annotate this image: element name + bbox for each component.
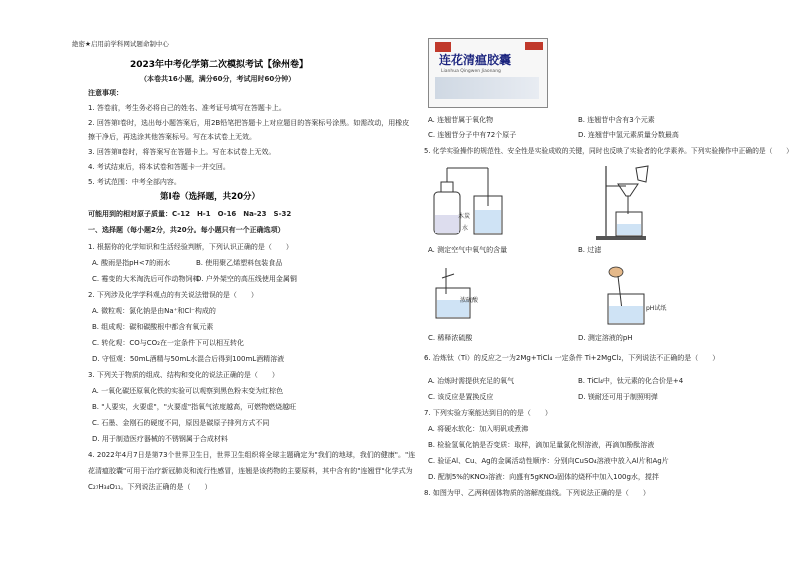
secret-label: 絶密★启用前学科网试题命制中心 [72,40,169,48]
note-item: 3. 回答第Ⅱ卷时，将答案写在答题卡上。写在本试卷上无效。 [88,148,276,156]
label-acid: 浓硫酸 [460,297,479,304]
option: A. 将硬水软化：加入明矾或煮沸 [428,425,529,433]
option: D. 连翘苷中氢元素质量分数最高 [578,131,679,139]
badge-icon [525,42,543,50]
note-item: 2. 回答第Ⅰ卷时，选出每小题答案后，用2B铅笔把答题卡上对应题目的答案标号涂黑。如需改动，用橡皮 [88,119,410,127]
option: C. 验证Al、Cu、Ag的金属活动性顺序：分别向CuSO₄溶液中放入Al片和Ag片 [428,457,669,465]
exam-title: 2023年中考化学第二次模拟考试【徐州卷】 [130,60,309,70]
option: B. "人要实，火要虚"，"火要虚"指氧气浓度越高，可燃物燃烧越旺 [92,403,297,411]
exam-subtitle: （本卷共16小题，满分60分，考试用时60分钟） [140,75,296,83]
option: B. 检验氢氧化钠是否变质：取样，滴加足量氯化钡溶液，再滴加酚酞溶液 [428,441,655,449]
part1-heading: 第Ⅰ卷（选择题，共20分） [160,192,260,202]
oxygen-apparatus-illustration [430,160,520,240]
note-item: 5. 考试范围：中考全部内容。 [88,178,181,186]
drug-box [428,38,548,108]
option: B. 连翘苷中含有3个元素 [578,116,655,124]
question-4-cont: 花清瘟胶囊"可用于治疗新冠肺炎和流行性感冒，连翘是该药物的主要原料，其中含有的"连翘苷"化学式为 [88,467,413,475]
option: C. 稀释浓硫酸 [428,334,473,342]
drug-name: 连花清瘟胶囊 [439,53,512,67]
ph-test-illustration [600,264,660,328]
note-item: 擦干净后，再选涂其他答案标号。写在本试卷上无效。 [88,133,256,141]
option: D. 镁耐还可用于制照明弹 [578,393,658,401]
question-8: 8. 如图为甲、乙两种固体物质的溶解度曲线。下列说法正确的是（ ） [424,489,650,497]
question-7: 7. 下列实验方案能达到目的的是（ ） [424,409,552,417]
option: D. 配制5%的KNO₃溶液：向盛有5gKNO₃固体的烧杯中加入100g水，搅拌 [428,473,659,481]
option: A. 连翘苷属于氧化物 [428,116,494,124]
option: C. 转化观：CO与CO₂在一定条件下可以相互转化 [92,339,244,347]
option: D. 用于制造医疗器械的不锈钢属于合成材料 [92,435,228,443]
filtration-illustration [592,162,662,242]
option: C. 连翘苷分子中有72个原子 [428,131,517,139]
option: A. 微粒观：氯化钠是由Na⁺和Cl⁻构成的 [92,307,216,315]
question-3: 3. 下列关于物质的组成、结构和变化的说法正确的是（ ） [88,371,279,379]
option: B. TiCl₄中，钛元素的化合价是+4 [578,377,684,385]
notes-heading: 注意事项： [88,89,123,97]
option: C. 霉变的大米淘洗后可作动物饲料 [92,275,200,283]
label-charcoal: 木炭 [458,213,471,220]
label-ph-paper: pH试纸 [646,305,667,312]
option: B. 组成观：碳和碳酸根中都含有氧元素 [92,323,214,331]
question-6: 6. 冶炼钛（Ti）的反应之一为2Mg+TiCl₄ 一定条件 Ti+2MgCl₂，下列说法不正确的是（ ） [424,354,720,362]
label-water: 水 [462,225,469,232]
drug-stripe [435,77,539,99]
option: D. 守恒观：50mL酒精与50mL水混合后得到100mL酒精溶液 [92,355,285,363]
option: A. 测定空气中氧气的含量 [428,246,508,254]
question-2: 2. 下列涉及化学学科观点的有关说法错误的是（ ） [88,291,258,299]
option: B. 使用聚乙烯塑料包装食品 [196,259,283,267]
note-item: 4. 考试结束后，将本试卷和答题卡一并交回。 [88,163,230,171]
dilution-illustration [432,264,492,324]
option: A. 一氧化碳还原氧化铁的实验可以观察到黑色粉末变为红棕色 [92,387,284,395]
logo-icon [435,42,451,52]
drug-pinyin: Lianhua Qingwen Jiaonang [441,69,501,74]
note-item: 1. 答卷前，考生务必将自己的姓名、准考证号填写在答题卡上。 [88,104,286,112]
question-4-cont: C₂₇H₃₄O₁₁。下列说法正确的是（ ） [88,483,212,491]
question-4: 4. 2022年4月7日是第73个世界卫生日，世界卫生组织将全球主题确定为"我们的地球，我们的健康"。"连 [88,451,416,459]
option: A. 酸雨是指pH<7的雨水 [92,259,171,267]
question-5: 5. 化学实验操作的规范性、安全性是实验成败的关键，同时也反映了实验者的化学素养。下列实验操作中正确的是（ ） [424,147,793,155]
option: A. 冶炼时需提供充足的氧气 [428,377,515,385]
option: D. 测定溶液的pH [578,334,633,342]
question-1: 1. 根据你的化学知识和生活经验判断，下列认识正确的是（ ） [88,243,293,251]
atomic-masses: 可能用到的相对原子质量：C-12 H-1 O-16 Na-23 S-32 [88,210,292,218]
option: B. 过滤 [578,246,602,254]
option: C. 石墨、金刚石的硬度不同，原因是碳原子排列方式不同 [92,419,270,427]
option: C. 该反应是置换反应 [428,393,494,401]
section-heading: 一、选择题（每小题2分，共20分。每小题只有一个正确选项） [88,226,285,234]
option: D. 户外架空的高压线使用金属铜 [196,275,297,283]
